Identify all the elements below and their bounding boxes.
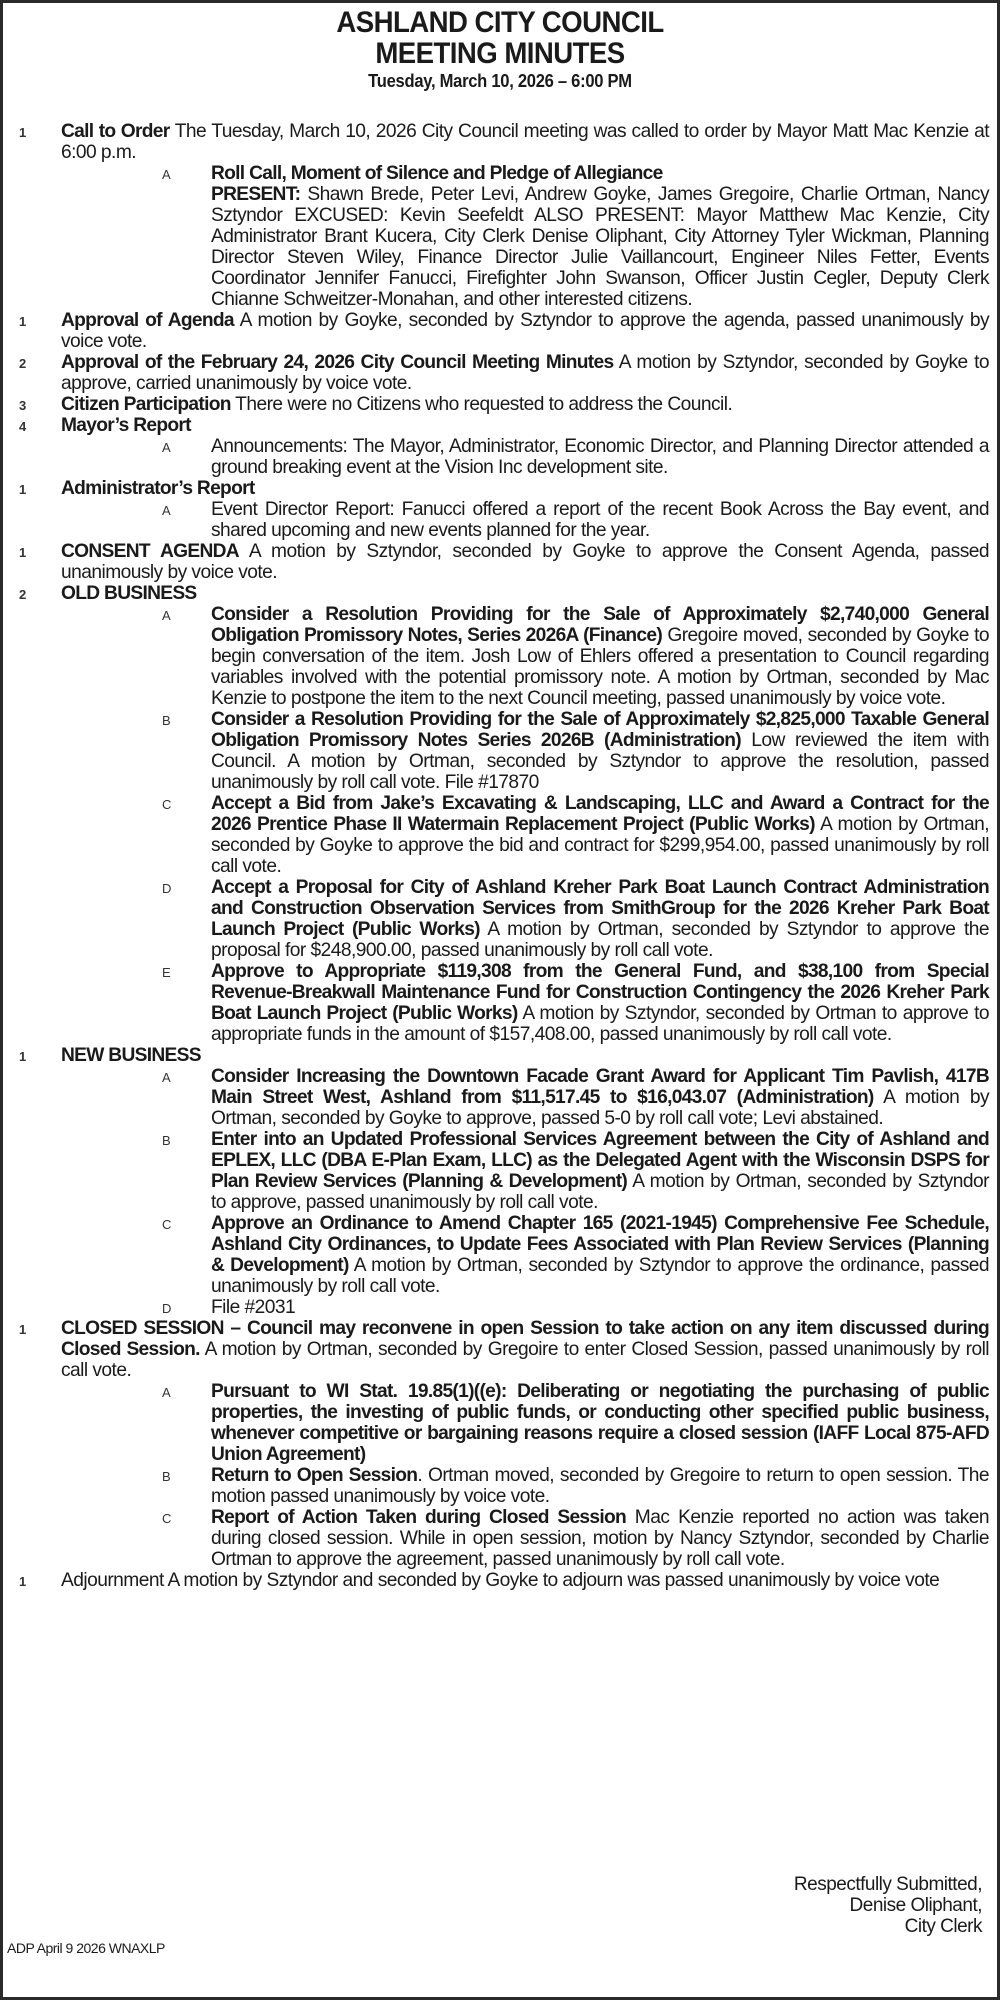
item-text: There were no Citizens who requested to address the Council. [230, 394, 733, 415]
page-title-line2: MEETING MINUTES [375, 37, 625, 70]
agenda-subitem [3, 436, 997, 478]
item-number: 4 [19, 419, 26, 434]
subitem-letter: D [162, 881, 171, 896]
subitem-heading: Accept a Proposal for City of Ashland Kreher Park Boat Launch Contract Administration and Construction Observation Services from SmithGroup for the 2026 Kreher Park Boat Launch Project (Public Works) [211, 877, 989, 940]
agenda-subitem [3, 709, 997, 793]
item-number: 1 [19, 1322, 26, 1337]
subitem-heading: Accept a Bid from Jake’s Excavating & Landscaping, LLC and Award a Contract for the 2026 Prentice Phase II Watermain Replacement Project (Public Works) [211, 793, 989, 835]
item-heading: NEW BUSINESS [61, 1045, 201, 1066]
agenda-item [3, 121, 997, 163]
item-text: A motion by Sztyndor, seconded by Goyke to approve the Consent Agenda, passed unanimously by voice vote. [61, 541, 990, 583]
agenda-subitem [3, 1129, 997, 1213]
subitem-letter: A [162, 1385, 171, 1400]
subitem-heading: Consider Increasing the Downtown Facade Grant Award for Applicant Tim Pavlish, 417B Main Street West, Ashland from $11,517.45 to $16,043.07 (Administration) [211, 1066, 989, 1108]
agenda-subitem [3, 961, 997, 1045]
subitem-text: File #2031 [211, 1297, 296, 1318]
agenda-subitem [3, 793, 997, 877]
subitem-letter: A [162, 608, 171, 623]
item-number: 2 [19, 587, 26, 602]
item-text: A motion by Sztyndor, seconded by Goyke to approve, carried unanimously by voice vote. [61, 352, 989, 394]
subitem-heading: Return to Open Session [211, 1465, 418, 1486]
minutes-body [3, 121, 997, 1591]
subitem-letter: A [162, 503, 171, 518]
agenda-subitem [3, 1297, 997, 1318]
agenda-subitem [3, 604, 997, 709]
item-text: The Tuesday, March 10, 2026 City Council meeting was called to order by Mayor Matt Mac Kenzie at 6:00 p.m. [61, 121, 989, 163]
subitem-text: A motion by Ortman, seconded by Sztyndor to approve, passed unanimously by roll call vote. [211, 1171, 989, 1213]
item-heading: Mayor’s Report [61, 415, 191, 436]
subitem-text: A motion by Ortman, seconded by Goyke to approve the bid and contract for $299,954.00, passed unanimously by roll call vote. [211, 814, 989, 877]
subitem-letter: C [162, 1217, 171, 1232]
document-header [3, 3, 997, 92]
item-number: 1 [19, 545, 26, 560]
item-heading: Citizen Participation [61, 394, 231, 415]
item-heading: Administrator’s Report [61, 478, 255, 499]
item-heading: Approval of Agenda [61, 310, 234, 331]
item-number: 1 [19, 482, 26, 497]
subitem-text: Low reviewed the item with Council. A motion by Ortman, seconded by Sztyndor to approve the resolution, passed unanimously by roll call vote. File #17870 [211, 730, 989, 793]
signature-line1: Respectfully Submitted, [793, 1874, 982, 1895]
signature-title: City Clerk [904, 1916, 982, 1937]
publication-footer: ADP April 9 2026 WNAXLP [7, 1940, 165, 1956]
subitem-text: Mac Kenzie reported no action was taken during closed session. While in open session, motion by Nancy Sztyndor, seconded by Charlie Ortman to approve the agreement, passed unanimously by roll call vote. [211, 1507, 989, 1570]
subitem-heading: Enter into an Updated Professional Services Agreement between the City of Ashland and EPLEX, LLC (DBA E-Plan Exam, LLC) as the Delegated Agent with the Wisconsin DSPS for Plan Review Services (Planning & Development) [211, 1129, 989, 1192]
subitem-text: A motion by Sztyndor, seconded by Ortman to approve to appropriate funds in the amount of $157,408.00, passed unanimously by roll call vote. [211, 1003, 989, 1045]
subitem-letter: A [162, 440, 171, 455]
subitem-text: Event Director Report: Fanucci offered a report of the recent Book Across the Bay event, and shared upcoming and new events planned for the year. [211, 499, 989, 541]
item-heading: Approval of the February 24, 2026 City Council Meeting Minutes [61, 352, 614, 373]
agenda-subitem [3, 499, 997, 541]
subitem-text: . Ortman moved, seconded by Gregoire to return to open session. The motion passed unanimously by voice vote. [211, 1465, 990, 1507]
agenda-item [3, 1318, 997, 1381]
subitem-heading: Pursuant to WI Stat. 19.85(1)((e): Deliberating or negotiating the purchasing of public properties, the investing of public funds, or conducting other specified public business, whenever competitive or bargaining reasons require a closed session (IAFF Local 875-AFD Union Agreement) [211, 1381, 989, 1465]
agenda-item [3, 310, 997, 352]
item-heading: CONSENT AGENDA [61, 541, 239, 562]
item-number: 1 [19, 1049, 26, 1064]
item-number: 1 [19, 314, 26, 329]
subitem-text: A motion by Ortman, seconded by Sztyndor to approve the proposal for $248,900.00, passed unanimously by roll call vote. [211, 919, 989, 961]
item-number: 1 [19, 125, 26, 140]
subitem-letter: B [162, 1133, 171, 1148]
item-heading: CLOSED SESSION – Council may reconvene in open Session to take action on any item discussed during Closed Session. [61, 1318, 989, 1360]
agenda-item [3, 1570, 997, 1591]
item-text: Adjournment A motion by Sztyndor and seconded by Goyke to adjourn was passed unanimously by voice vote [61, 1570, 940, 1591]
item-text: A motion by Ortman, seconded by Gregoire to enter Closed Session, passed unanimously by roll call vote. [61, 1339, 989, 1381]
subitem-letter: A [162, 1070, 171, 1085]
subitem-heading: Approve to Appropriate $119,308 from the General Fund, and $38,100 from Special Revenue-Breakwall Maintenance Fund for Construction Contingency the 2026 Kreher Park Boat Launch Project (Public Works) [211, 961, 989, 1024]
item-number: 1 [19, 1574, 26, 1589]
agenda-subitem [3, 1213, 997, 1297]
agenda-item [3, 394, 997, 415]
agenda-subitem [3, 163, 997, 310]
meeting-date: Tuesday, March 10, 2026 – 6:00 PM [368, 71, 632, 91]
subitem-text: A motion by Ortman, seconded by Goyke to approve, passed 5-0 by roll call vote; Levi abstained. [211, 1087, 989, 1129]
signature-name: Denise Oliphant, [849, 1895, 982, 1916]
subitem-heading: Consider a Resolution Providing for the Sale of Approximately $2,825,000 Taxable General Obligation Promissory Notes Series 2026B (Administration) [211, 709, 989, 751]
agenda-subitem [3, 1066, 997, 1129]
agenda-subitem [3, 1507, 997, 1570]
subitem-letter: A [162, 167, 171, 182]
subitem-text: Shawn Brede, Peter Levi, Andrew Goyke, James Gregoire, Charlie Ortman, Nancy Sztyndor EXCUSED: Kevin Seefeldt ALSO PRESENT: Mayor Matthew Mac Kenzie, City Administrator Brant Kucera, City Clerk Denise Oliphant, City Attorney Tyler Wickman, Planning Director Steven Wiley, Finance Director Julie Vaillancourt, Engineer Niles Fetter, Events Coordinator Jennifer Fanucci, Firefighter John Swanson, Officer Justin Cegler, Deputy Clerk Chianne Schweitzer-Monahan, and other interested citizens. [211, 184, 989, 310]
subitem-heading: Roll Call, Moment of Silence and Pledge of Allegiance [211, 163, 663, 184]
item-number: 2 [19, 356, 26, 371]
page-title-line1: ASHLAND CITY COUNCIL [336, 6, 664, 39]
agenda-subitem [3, 1381, 997, 1465]
agenda-item [3, 1045, 997, 1066]
subitem-letter: E [162, 965, 171, 980]
signature-block [794, 1874, 982, 1937]
item-heading: Call to Order [61, 121, 170, 142]
item-heading: OLD BUSINESS [61, 583, 197, 604]
item-number: 3 [19, 398, 26, 413]
present-label: PRESENT: [211, 184, 301, 205]
subitem-heading: Consider a Resolution Providing for the Sale of Approximately $2,740,000 General Obligation Promissory Notes, Series 2026A (Finance) [211, 604, 989, 646]
item-text: A motion by Goyke, seconded by Sztyndor to approve the agenda, passed unanimously by voice vote. [61, 310, 989, 352]
subitem-text: A motion by Ortman, seconded by Sztyndor to approve the ordinance, passed unanimously by roll call vote. [211, 1255, 989, 1297]
agenda-item [3, 352, 997, 394]
agenda-subitem [3, 877, 997, 961]
subitem-text: Announcements: The Mayor, Administrator, Economic Director, and Planning Director attended a ground breaking event at the Vision Inc development site. [211, 436, 989, 478]
agenda-item [3, 415, 997, 436]
subitem-text: Gregoire moved, seconded by Goyke to begin conversation of the item. Josh Low of Ehlers offered a presentation to Council regarding variables involved with the potential promissory note. A motion by Ortman, seconded by Mac Kenzie to postpone the item to the next Council meeting, passed unanimously by voice vote. [211, 625, 989, 709]
subitem-letter: C [162, 797, 171, 812]
subitem-letter: D [162, 1301, 171, 1316]
subitem-letter: C [162, 1511, 171, 1526]
agenda-item [3, 541, 997, 583]
agenda-item [3, 478, 997, 499]
agenda-item [3, 583, 997, 604]
subitem-letter: B [162, 713, 171, 728]
subitem-letter: B [162, 1469, 171, 1484]
subitem-heading: Approve an Ordinance to Amend Chapter 165 (2021-1945) Comprehensive Fee Schedule, Ashland City Ordinances, to Update Fees Associated with Plan Review Services (Planning & Development) [211, 1213, 989, 1276]
agenda-subitem [3, 1465, 997, 1507]
subitem-heading: Report of Action Taken during Closed Session [211, 1507, 627, 1528]
